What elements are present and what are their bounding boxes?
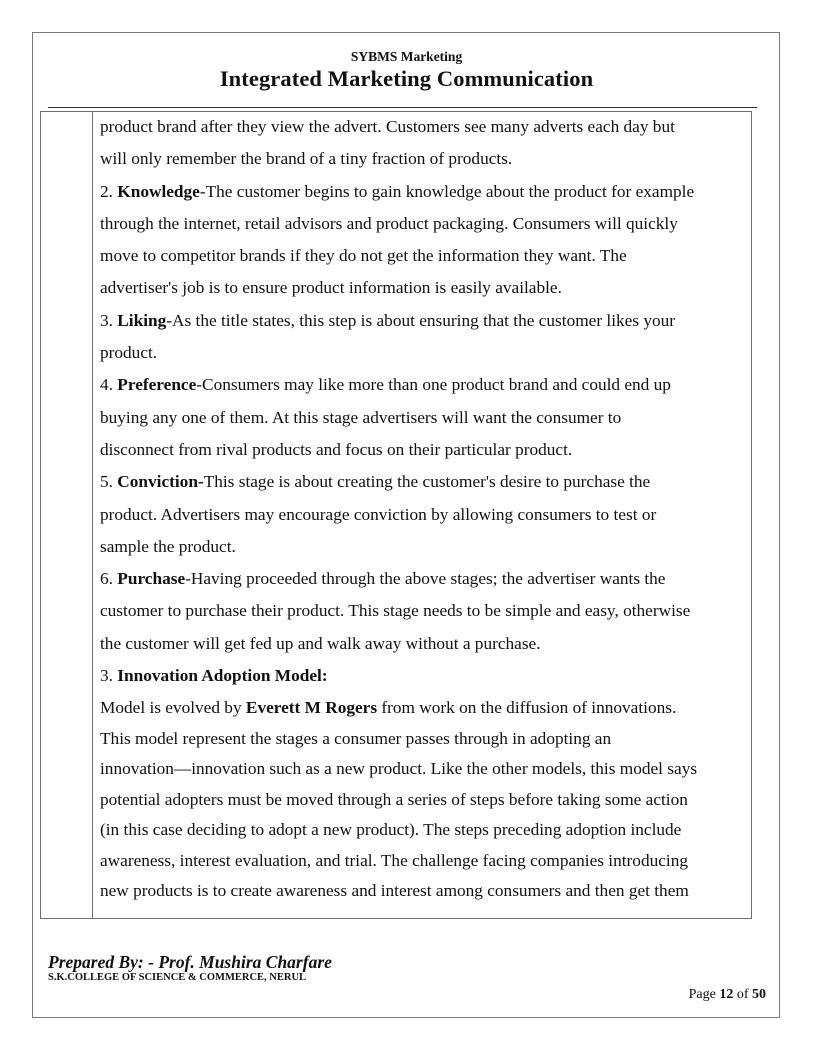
text-line xyxy=(100,845,748,876)
text-segment: This stage is about creating the customer's desire to purchase the xyxy=(203,472,651,492)
text-line xyxy=(100,723,748,754)
text-segment: -As the title states, this step is about ensuring that the customer likes your xyxy=(166,310,676,330)
text-line xyxy=(100,563,748,595)
bold-term: Preference xyxy=(117,375,197,395)
bold-term: Knowledge xyxy=(117,181,200,201)
text-segment: (in this case deciding to adopt a new product). The steps preceding adoption include xyxy=(100,820,682,840)
page-mid: of xyxy=(733,987,752,1002)
text-segment: innovation—innovation such as a new product. Like the other models, this model says xyxy=(100,759,698,779)
text-segment: -Consumers may like more than one product brand and could end up xyxy=(196,375,671,395)
page-total: 50 xyxy=(752,987,766,1002)
text-line xyxy=(100,208,748,240)
page-number xyxy=(689,986,766,1004)
bold-term: Purchase xyxy=(117,569,186,589)
text-segment: sample the product. xyxy=(100,536,236,556)
bold-term: Conviction- xyxy=(117,472,204,492)
text-line xyxy=(100,111,748,143)
text-segment: product. xyxy=(100,343,158,363)
text-line xyxy=(100,305,748,337)
bold-term: Everett M Rogers xyxy=(245,698,378,718)
footer-college: S.K.COLLEGE OF SCIENCE & COMMERCE, NERUL xyxy=(48,972,307,983)
text-line xyxy=(100,369,748,401)
text-line xyxy=(100,660,748,692)
text-segment: advertiser's job is to ensure product information is easily available. xyxy=(100,278,562,298)
footer-author: Prepared By: - Prof. Mushira Charfare xyxy=(48,952,332,972)
text-line xyxy=(100,240,748,272)
text-segment: 5. xyxy=(100,472,118,492)
text-segment: 6. xyxy=(100,569,118,589)
text-segment: 3. xyxy=(100,310,118,330)
text-line xyxy=(100,176,748,208)
text-line xyxy=(100,143,748,175)
text-segment: -Having proceeded through the above stages; the advertiser wants the xyxy=(185,569,666,589)
bold-term: Innovation Adoption Model: xyxy=(117,666,328,686)
content-column-divider xyxy=(92,111,93,919)
text-segment: potential adopters must be moved through a series of steps before taking some action xyxy=(100,789,688,809)
bold-term: Liking xyxy=(117,310,167,330)
text-segment: through the internet, retail advisors and product packaging. Consumers will quickly xyxy=(100,213,678,233)
text-segment: product. Advertisers may encourage conviction by allowing consumers to test or xyxy=(100,504,657,524)
text-line xyxy=(100,875,748,906)
text-line xyxy=(100,753,748,784)
text-segment: move to competitor brands if they do not get the information they want. The xyxy=(100,246,627,266)
text-line xyxy=(100,814,748,845)
text-line xyxy=(100,434,748,466)
text-line xyxy=(100,595,748,627)
text-segment: This model represent the stages a consumer passes through in adopting an xyxy=(100,728,612,748)
text-segment: awareness, interest evaluation, and trial. The challenge facing companies introducing xyxy=(100,850,688,870)
text-line xyxy=(100,628,748,660)
text-segment: new products is to create awareness and interest among consumers and then get them xyxy=(100,881,689,901)
content-body xyxy=(100,111,748,906)
text-line xyxy=(100,402,748,434)
text-line xyxy=(100,499,748,531)
text-line xyxy=(100,337,748,369)
course-subtitle: SYBMS Marketing xyxy=(350,49,463,64)
text-segment: 2. xyxy=(100,181,118,201)
text-segment: the customer will get fed up and walk away without a purchase. xyxy=(100,633,541,653)
text-line xyxy=(100,531,748,563)
text-segment: Model is evolved by xyxy=(100,698,246,718)
document-title: Integrated Marketing Communication xyxy=(219,66,594,91)
text-segment: 4. xyxy=(100,375,118,395)
text-segment: disconnect from rival products and focus on their particular product. xyxy=(100,439,573,459)
text-line xyxy=(100,784,748,815)
text-segment: from work on the diffusion of innovations. xyxy=(377,698,677,718)
header-divider xyxy=(48,107,757,108)
text-segment: -The customer begins to gain knowledge about the product for example xyxy=(199,181,695,201)
page-current: 12 xyxy=(719,987,734,1002)
text-line xyxy=(100,466,748,498)
text-line xyxy=(100,272,748,304)
text-segment: product brand after they view the advert. Customers see many adverts each day but xyxy=(100,117,675,136)
text-segment: buying any one of them. At this stage advertisers will want the consumer to xyxy=(100,407,622,427)
page-prefix: Page xyxy=(688,987,720,1002)
text-segment: 3. xyxy=(100,666,118,686)
text-line xyxy=(100,692,748,723)
text-segment: will only remember the brand of a tiny fraction of products. xyxy=(100,149,513,169)
text-segment: customer to purchase their product. This stage needs to be simple and easy, otherwise xyxy=(100,601,691,621)
